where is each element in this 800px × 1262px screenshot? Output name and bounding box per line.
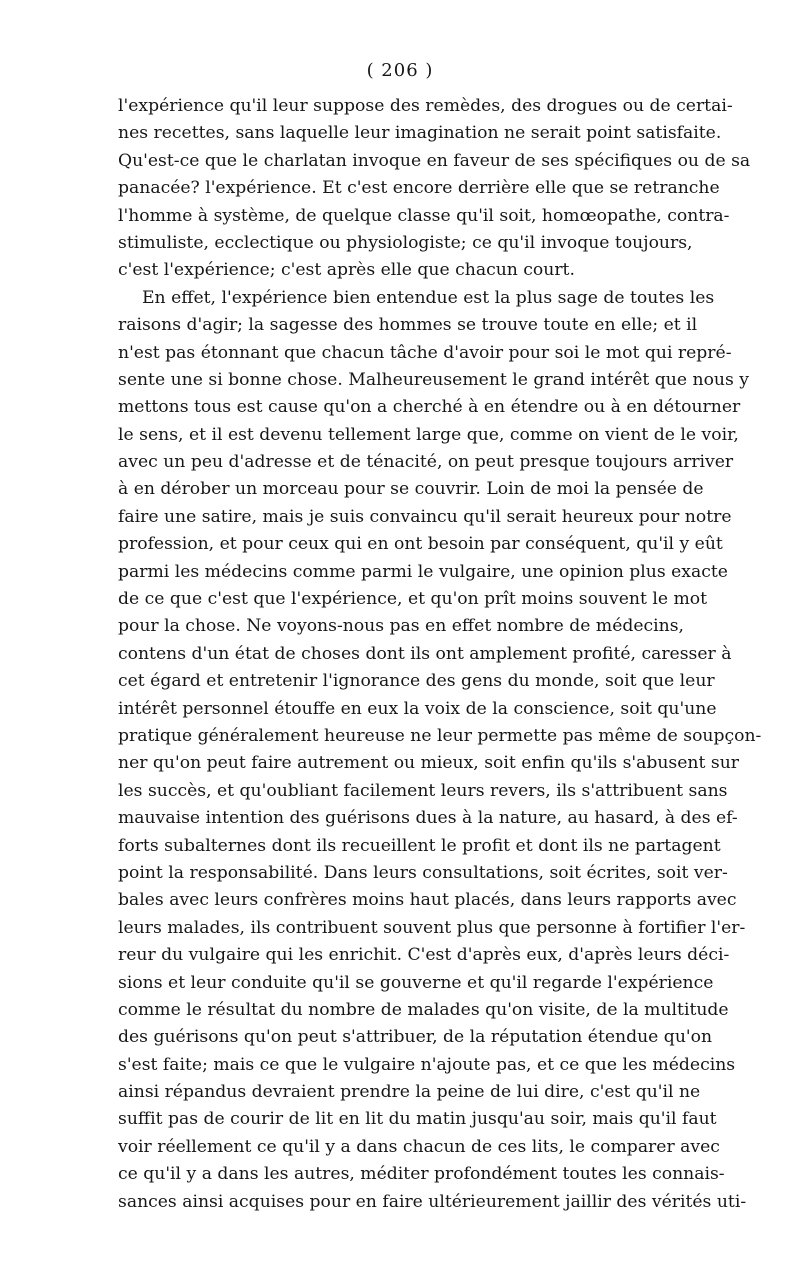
text-line: mauvaise intention des guérisons dues à la nature, au hasard, à des ef- (118, 808, 738, 829)
text-line: voir réellement ce qu'il y a dans chacun de ces lits, le comparer avec (118, 1136, 720, 1157)
text-line: point la responsabilité. Dans leurs consultations, soit écrites, soit ver- (118, 862, 728, 883)
text-line: suffit pas de courir de lit en lit du matin jusqu'au soir, mais qu'il faut (118, 1109, 717, 1130)
body-text (118, 93, 762, 1216)
text-line: avec un peu d'adresse et de ténacité, on peut presque toujours arriver (118, 452, 734, 473)
text-line: sions et leur conduite qu'il se gouverne et qu'il regarde l'expérience (118, 972, 714, 993)
text-line: intérêt personnel étouffe en eux la voix de la conscience, soit qu'une (118, 698, 717, 719)
text-line: parmi les médecins comme parmi le vulgaire, une opinion plus exacte (118, 561, 728, 582)
text-line: contens d'un état de choses dont ils ont amplement profité, caresser à (118, 643, 732, 664)
text-line: comme le résultat du nombre de malades qu'on visite, de la multitude (118, 999, 729, 1020)
text-line: faire une satire, mais je suis convaincu qu'il serait heureux pour notre (118, 506, 732, 527)
text-line: sente une si bonne chose. Malheureusement le grand intérêt que nous y (118, 369, 749, 390)
text-line: de ce que c'est que l'expérience, et qu'on prît moins souvent le mot (118, 589, 708, 610)
text-line: des guérisons qu'on peut s'attribuer, de la réputation étendue qu'on (118, 1027, 713, 1048)
text-line: raisons d'agir; la sagesse des hommes se trouve toute en elle; et il (118, 315, 698, 336)
page-number: ( 206 ) (366, 60, 434, 81)
text-line: pratique généralement heureuse ne leur permette pas même de soupçon- (118, 725, 762, 746)
text-line: sances ainsi acquises pour en faire ultérieurement jaillir des vérités uti- (118, 1191, 747, 1212)
text-line: le sens, et il est devenu tellement large que, comme on vient de le voir, (118, 424, 739, 445)
text-line: c'est l'expérience; c'est après elle que chacun court. (118, 260, 575, 281)
text-line: bales avec leurs confrères moins haut placés, dans leurs rapports avec (118, 890, 737, 911)
text-line: l'homme à système, de quelque classe qu'il soit, homœopathe, contra- (118, 205, 730, 226)
text-line: pour la chose. Ne voyons-nous pas en effet nombre de médecins, (118, 616, 685, 637)
text-line: nes recettes, sans laquelle leur imagination ne serait point satisfaite. (118, 123, 722, 144)
text-line: forts subalternes dont ils recueillent le profit et dont ils ne partagent (118, 835, 721, 856)
text-line: Qu'est-ce que le charlatan invoque en faveur de ses spécifiques ou de sa (118, 150, 751, 171)
text-line: n'est pas étonnant que chacun tâche d'avoir pour soi le mot qui repré- (118, 342, 732, 363)
text-line: profession, et pour ceux qui en ont besoin par conséquent, qu'il y eût (118, 534, 723, 555)
text-line: stimuliste, ecclectique ou physiologiste; ce qu'il invoque toujours, (118, 232, 693, 253)
text-line: s'est faite; mais ce que le vulgaire n'ajoute pas, et ce que les médecins (118, 1054, 736, 1075)
text-line: leurs malades, ils contribuent souvent plus que personne à fortifier l'er- (118, 917, 746, 938)
text-line: l'expérience qu'il leur suppose des remèdes, des drogues ou de certai- (118, 96, 733, 116)
text-line: ner qu'on peut faire autrement ou mieux, soit enfin qu'ils s'abusent sur (118, 753, 739, 774)
text-line: mettons tous est cause qu'on a cherché à en étendre ou à en détourner (118, 397, 741, 418)
text-line: panacée? l'expérience. Et c'est encore derrière elle que se retranche (118, 178, 720, 199)
text-line: ce qu'il y a dans les autres, méditer profondément toutes les connais- (118, 1164, 725, 1185)
text-line: cet égard et entretenir l'ignorance des gens du monde, soit que leur (118, 671, 715, 692)
text-line: En effet, l'expérience bien entendue est la plus sage de toutes les (142, 287, 715, 308)
text-line: les succès, et qu'oubliant facilement leurs revers, ils s'attribuent sans (118, 780, 728, 801)
text-line: reur du vulgaire qui les enrichit. C'est d'après eux, d'après leurs déci- (118, 945, 730, 966)
text-line: à en dérober un morceau pour se couvrir. Loin de moi la pensée de (118, 479, 704, 500)
text-line: ainsi répandus devraient prendre la peine de lui dire, c'est qu'il ne (118, 1082, 701, 1103)
